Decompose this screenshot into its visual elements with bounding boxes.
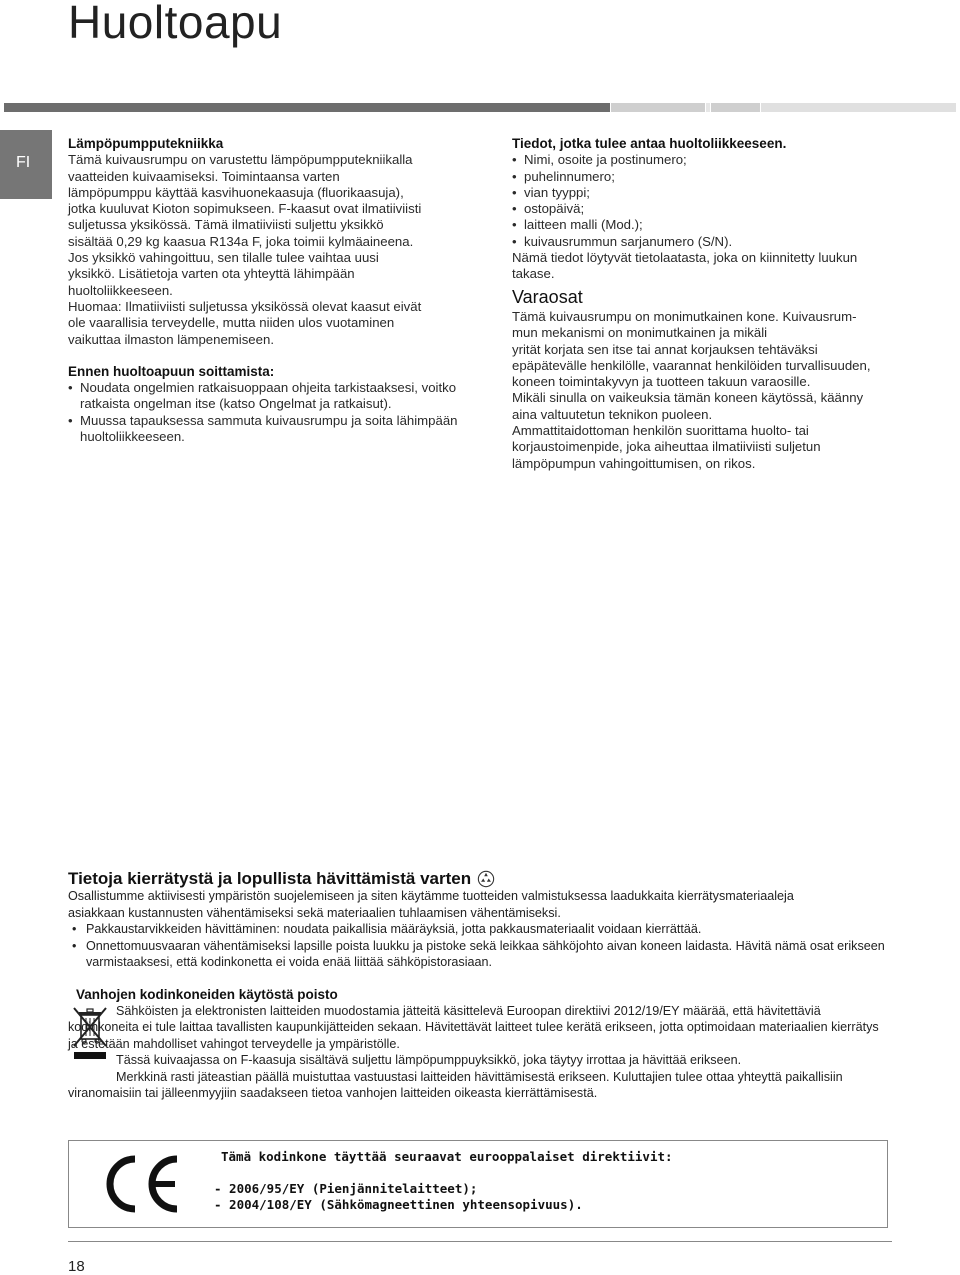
spare-parts-line: epäpätevälle henkilölle, vaarannat henkilöiden turvallisuuden, [512,357,871,373]
ce-directive-list [214,1181,583,1213]
list-item: • Muussa tapauksessa sammuta kuivausrumpu ja soita lähimpään huoltoliikkeeseen. [68,413,478,446]
spare-parts-line: korjaustoimenpide, joka aiheuttaa ilmatiiviisti suljetun [512,439,821,455]
header-bar-light [761,103,956,112]
footer-divider [68,1241,892,1242]
page-number: 18 [68,1258,85,1275]
list-item: • laitteen malli (Mod.); [512,217,898,233]
spare-parts-line: Ammattitaidottoman henkilön suorittama huolto- tai [512,423,809,439]
ce-directives-box [68,1140,888,1228]
list-item: - 2004/108/EY (Sähkömagneettinen yhteensopivuus). [214,1197,583,1212]
right-column [512,136,898,472]
recycling-line: asiakkaan kustannusten vähentämiseksi sekä materiaalien tuhlaamisen vähentämiseksi. [68,905,561,920]
recycle-globe-icon [477,870,495,888]
service-info-list [512,152,898,250]
disposal-text [68,1003,888,1101]
heat-pump-line: yksikkö. Lisätietoja varten ota yhteyttä lähimpään [68,266,355,282]
service-info-title: Tiedot, jotka tulee antaa huoltoliikkeeseen. [512,136,787,151]
before-calling-title: Ennen huoltoapuun soittamista: [68,363,275,379]
heat-pump-line: vaatteiden kuivaamiseksi. Toimintaansa varten [68,168,340,184]
spare-parts-line: Mikäli sinulla on vaikeuksia tämän koneen käytössä, käänny [512,390,864,406]
language-tab-label: FI [16,154,31,171]
list-item: • Pakkaustarvikkeiden hävittäminen: noudata paikallisia määräyksiä, jotta pakkausmateriaalit voidaan kierrättää. [68,921,888,938]
list-item: • ostopäivä; [512,201,898,217]
recycling-title-text: Tietoja kierrätystä ja lopullista hävittämistä varten [68,868,472,888]
page-title: Huoltoapu [68,0,283,48]
spare-parts-line: aina valtuutetun teknikon puoleen. [512,406,713,422]
spare-parts-line: yrität korjata sen itse tai annat korjauksen tehtäväksi [512,341,818,357]
recycling-line: Osallistumme aktiivisesti ympäristön suojelemiseen ja siten käytämme tuotteiden valmistuksessa laadukkaita kierrätysmateriaaleja [68,889,794,903]
list-item: • Nimi, osoite ja postinumero; [512,152,898,168]
spare-parts-line: mun mekanismi on monimutkainen ja mikäli [512,325,768,341]
before-calling-list [68,380,478,445]
spare-parts-line: Tämä kuivausrumpu on monimutkainen kone. Kuivausrum- [512,308,857,324]
service-info-note: Nämä tiedot löytyvät tietolaatasta, joka on kiinnitetty luukun [512,250,858,266]
left-column [68,136,478,445]
header-bar-light [711,103,760,112]
list-item: • kuivausrummun sarjanumero (S/N). [512,234,898,250]
list-item: - 2006/95/EY (Pienjännitelaitteet); [214,1181,478,1196]
header-bar-light [706,103,710,112]
heat-pump-line: vaikuttaa ilmaston lämpenemiseen. [68,331,274,347]
heat-pump-line: sisältää 0,29 kg kaasua R134a F, joka toimii kylmäaineena. [68,233,414,249]
heat-pump-line: Tämä kuivausrumpu on varustettu lämpöpumpputekniikalla [68,152,413,168]
spare-parts-title: Varaosat [512,286,583,307]
ce-mark-icon [99,1153,183,1215]
disposal-title: Vanhojen kodinkoneiden käytöstä poisto [76,987,338,1002]
list-item: • Onnettomuusvaaran vähentämiseksi lapsille poista luukku ja pistoke sekä leikkaa sähköjohto aivan koneen laidasta. Hävitä nämä osat erikseen varmistaaksesi, että kodinkonetta ei voida enää liittää sähköpistorasiaan. [68,938,888,971]
heat-pump-line: Jos yksikkö vahingoittuu, sen tilalle tulee vaihtaa uusi [68,250,379,266]
recycling-title [68,870,888,888]
list-item: • puhelinnumero; [512,169,898,185]
language-tab [0,130,52,199]
spare-parts-line: lämpöpumpun vahingoittumisen, on rikos. [512,455,756,471]
header-bar-dark [4,103,610,112]
spare-parts-text [512,309,898,472]
spare-parts-line: koneen toimintakyvyn ja tuotteen takuun varaosille. [512,374,811,390]
list-item: • vian tyyppi; [512,185,898,201]
heat-pump-line: huoltoliikkeeseen. [68,282,173,298]
heat-pump-line: Huomaa: Ilmatiiviisti suljetussa yksikössä olevat kaasut eivät [68,298,422,314]
header-bar-light [611,103,705,112]
disposal-paragraph: Merkkinä rasti jäteastian päällä muistuttaa vastuustasi laitteiden hävittämisestä erikseen. Kuluttajien tulee ottaa yhteyttä paikallisiin viranomaisiin tai jälleenmyyjiin saadakseen tietoa vanhojen laitteiden oikeasta kierrättämisestä. [68,1069,843,1101]
heat-pump-line: jotka kuuluvat Kioton sopimukseen. F-kaasut ovat ilmatiiviisti [68,201,422,217]
heat-pump-text [68,152,478,348]
heat-pump-line: lämpöpumppu käyttää kasvihuonekaasuja (fluorikaasuja), [68,184,404,200]
heat-pump-line: ole vaarallisia terveydelle, mutta niiden ulos vuotaminen [68,315,395,331]
ce-heading: Tämä kodinkone täyttää seuraavat eurooppalaiset direktiivit: [221,1149,673,1164]
recycling-list [68,921,888,971]
disposal-paragraph: Tässä kuivaajassa on F-kaasuja sisältävä suljettu lämpöpumppuyksikkö, joka täytyy irrottaa ja hävittää erikseen. [116,1053,742,1068]
heat-pump-title: Lämpöpumpputekniikka [68,136,224,151]
heat-pump-line: suljetussa yksikössä. Tämä ilmatiiviisti suljettu yksikkö [68,217,384,233]
service-info-note: takase. [512,266,555,282]
recycling-section [68,870,888,971]
list-item: • Noudata ongelmien ratkaisuoppaan ohjeita tarkistaaksesi, voitko ratkaista ongelman itse (katso Ongelmat ja ratkaisut). [68,380,478,413]
disposal-paragraph: Sähköisten ja elektronisten laitteiden muodostamia jätteitä käsittelevä Euroopan direktiivi 2012/19/EY määrää, että hävitettäviä kodinkoneita ei tule laittaa tavallisten kaupunkijätteiden sekaan. Hävitettävät laitteet tulee kerätä erikseen, jotta optimoidaan materiaalien kierrätys ja estetään mahdolliset vahingot terveydelle ja ympäristölle. [68,1004,879,1051]
